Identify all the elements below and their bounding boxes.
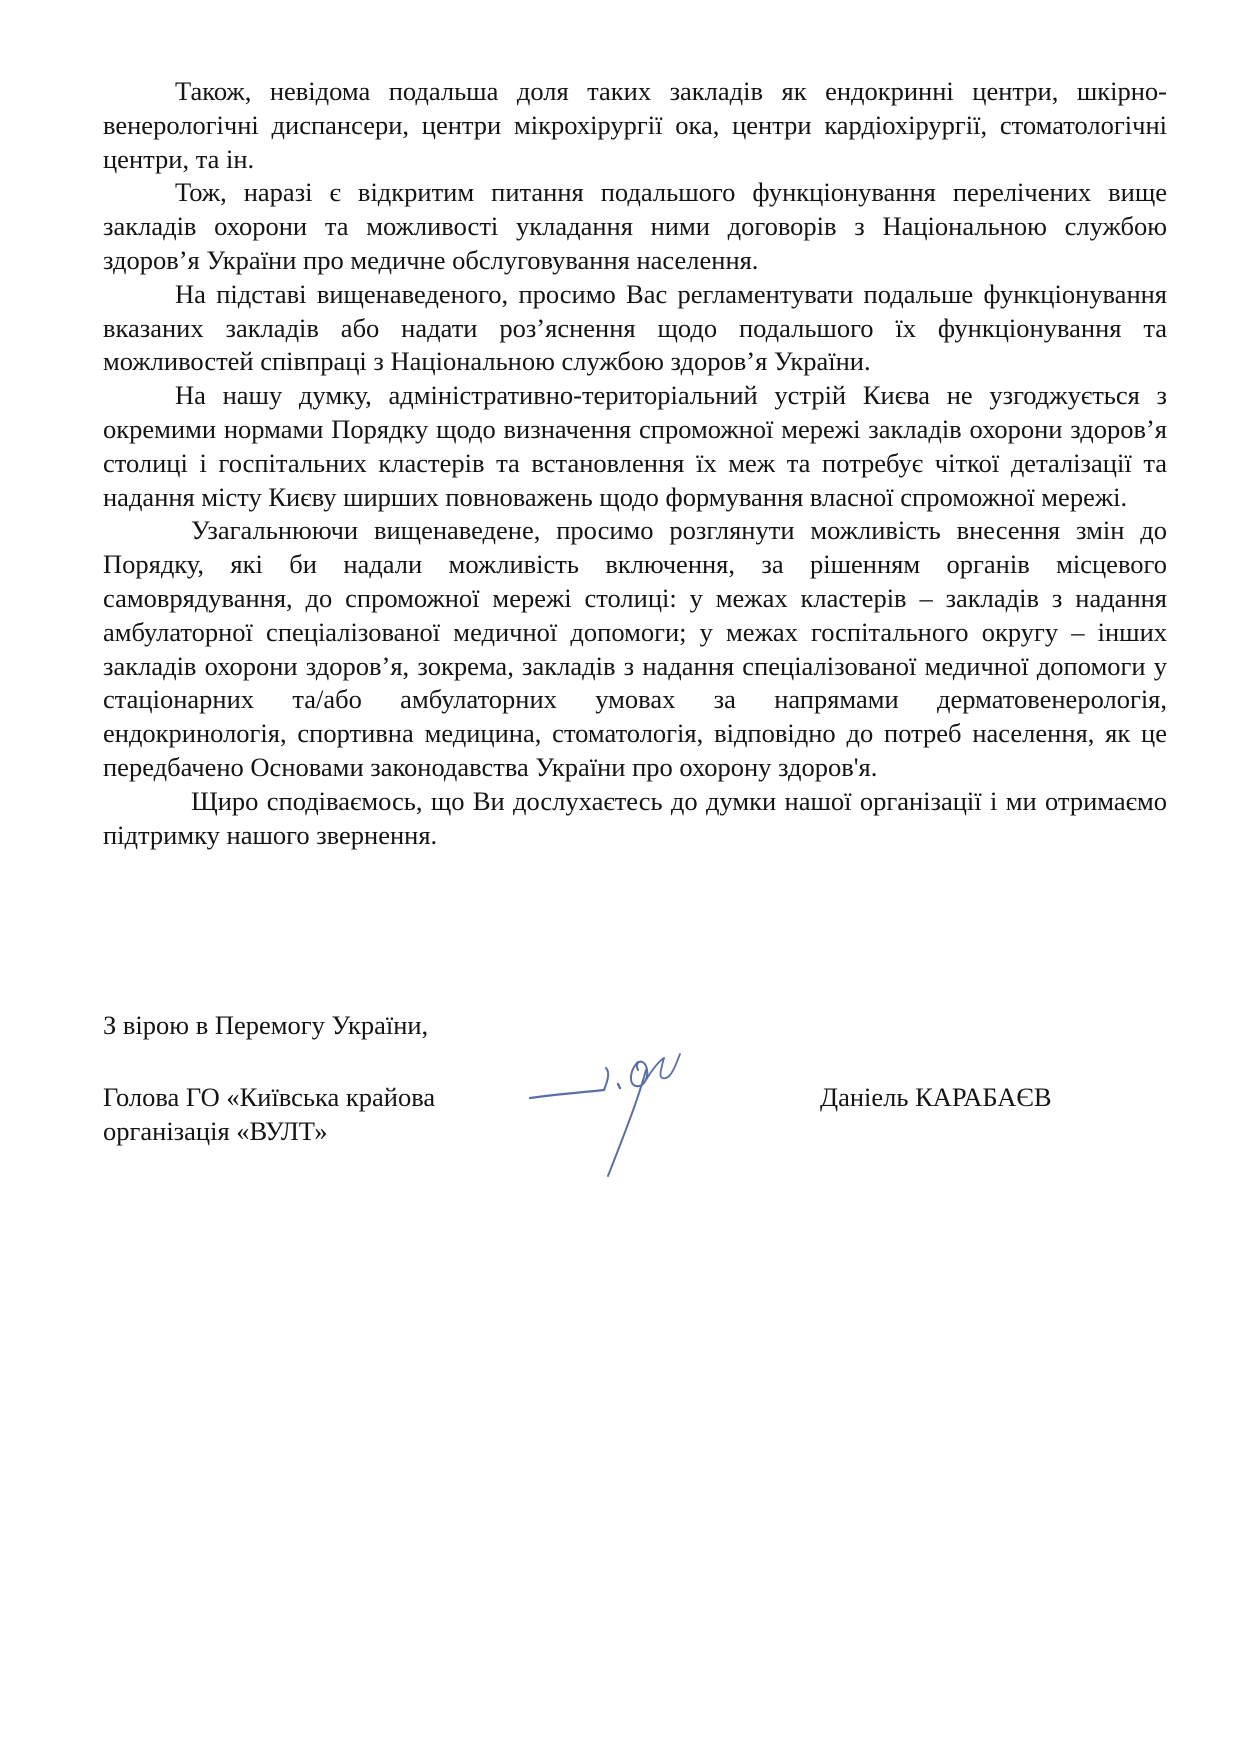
signer-position-line-1: Голова ГО «Київська крайова <box>103 1082 436 1112</box>
letter-body <box>103 75 1167 852</box>
signature-icon <box>518 1040 718 1200</box>
signer-name: Даніель КАРАБАЄВ <box>820 1082 1052 1112</box>
paragraph-other-facilities: Також, невідома подальша доля таких закладів як ендокринні центри, шкірно-венерологічні диспансери, центри мікрохірургії ока, центри кардіохірургії, стоматологічні центри, та ін. <box>103 76 1167 174</box>
paragraph-summary-request: Узагальнюючи вищенаведене, просимо розглянути можливість внесення змін до Порядку, які би надали можливість включення, за рішенням органів місцевого самоврядування, до спроможної мережі столиці: у межах кластерів – закладів з надання амбулаторної спеціалізованої медичної допомоги; у межах госпітального округу – інших закладів охорони здоров’я, зокрема, закладів з надання спеціалізованої медичної допомоги у стаціонарних та/або амбулаторних умовах за напрямами дерматовенерологія, ендокринологія, спортивна медицина, стоматологія, відповідно до потреб населення, як це передбачено Основами законодавства України про охорону здоров'я. <box>103 515 1167 782</box>
paragraph-open-question: Тож, наразі є відкритим питання подальшого функціонування перелічених вище закладів охорони та можливості укладання ними договорів з Національною службою здоров’я України про медичне обслуговування населення. <box>103 177 1167 275</box>
signer-position-line-2: організація «ВУЛТ» <box>103 1115 328 1146</box>
signer-position <box>103 1081 523 1149</box>
paragraph-request-regulation: На підставі вищенаведеного, просимо Вас регламентувати подальше функціонування вказаних закладів або надати роз’яснення щодо подальшого їх функціонування та можливостей співпраці з Національною службою здоров’я України. <box>103 278 1167 377</box>
closing-phrase: З вірою в Перемогу України, <box>103 1010 429 1040</box>
paragraph-kyiv-structure: На нашу думку, адміністративно-територіальний устрій Києва не узгоджується з окремими нормами Порядку щодо визначення спроможної мережі закладів охорони здоров’я столиці і госпітальних кластерів та встановлення їх меж та потребує чіткої деталізації та надання місту Києву ширших повноважень щодо формування власної спроможної мережі. <box>103 380 1167 512</box>
paragraph-hope: Щиро сподіваємось, що Ви дослухаєтесь до думки нашої організації і ми отримаємо підтримку нашого звернення. <box>103 785 1167 850</box>
